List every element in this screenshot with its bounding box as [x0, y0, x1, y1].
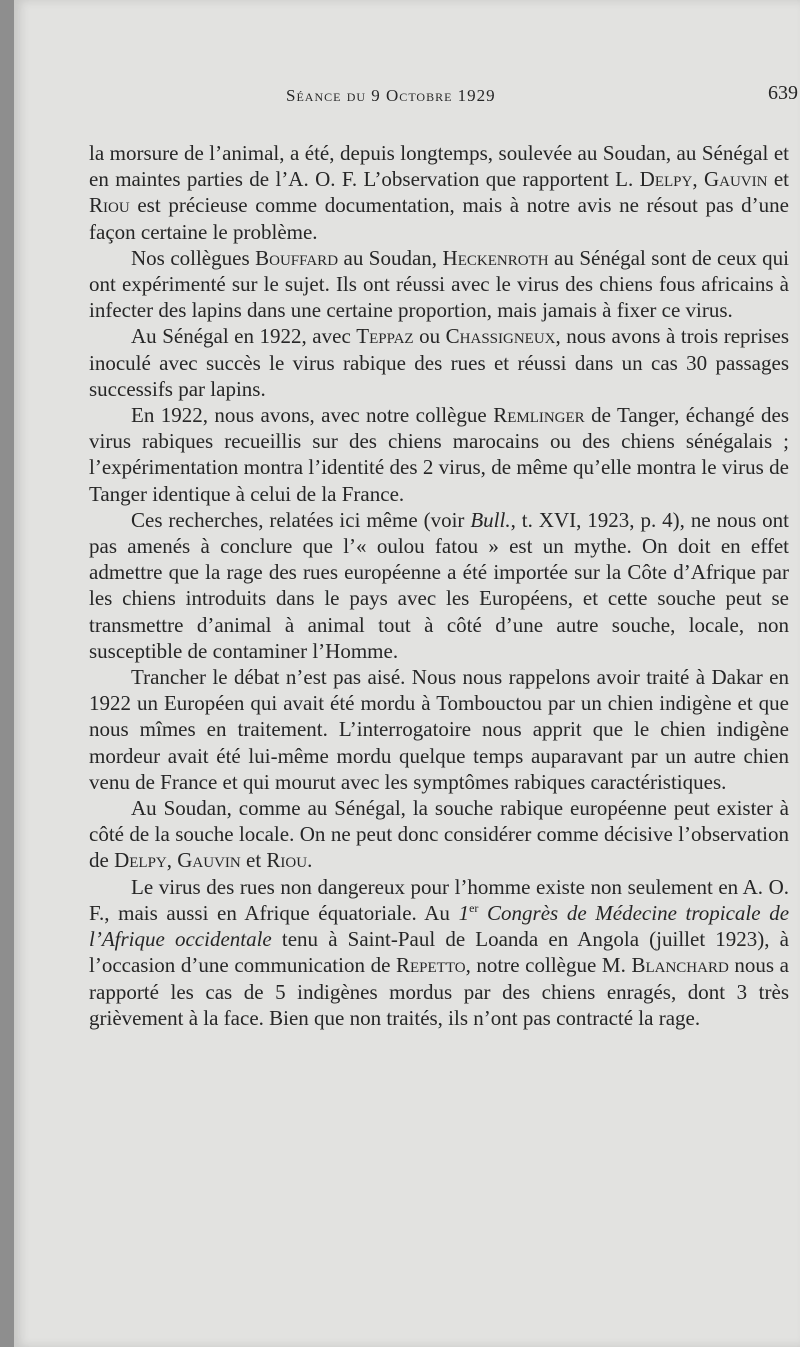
author-name: Blanchard	[631, 953, 729, 978]
text-run: ,	[166, 848, 172, 873]
author-name: Bouffard	[255, 245, 339, 270]
author-name: Remlinger	[493, 403, 585, 428]
paragraph-1	[89, 140, 789, 245]
book-page	[14, 0, 800, 1347]
text-run: la morsure de l’animal, a été, depuis longtemps, soulevée au Soudan, au Sénégal et en maintes parties de l’A. O. F. L’observation que rapportent L.	[89, 141, 789, 192]
paragraph-4	[89, 402, 789, 507]
page-number: 639	[768, 82, 798, 104]
author-name: Delpy	[639, 167, 693, 192]
author-name: Heckenroth	[442, 245, 549, 270]
running-title: Séance du 9 Octobre 1929	[286, 86, 496, 105]
author-name: Delpy	[114, 848, 167, 873]
paragraph-5	[89, 507, 789, 664]
paragraph-6	[89, 664, 789, 795]
paragraph-3	[89, 323, 789, 402]
text-run: au Soudan,	[343, 245, 438, 270]
author-name: Gauvin	[177, 848, 241, 873]
body-text	[89, 140, 789, 1031]
text-run: Au Soudan, comme au Sénégal, la souche rabique européenne peut exister à côté de la souche locale. On ne peut donc considérer comme décisive l’observation de	[89, 796, 789, 873]
ordinal-number: 1	[458, 900, 470, 925]
text-run: En 1922, nous avons, avec notre collègue	[131, 403, 487, 428]
text-run: .	[307, 848, 313, 873]
running-head	[14, 82, 800, 116]
text-run: Nos collègues	[131, 245, 250, 270]
author-name: Teppaz	[356, 324, 414, 349]
text-run: tenu à Saint-Paul de Loanda en Angola (juillet 1923), à l’occasion d’une communication de	[89, 927, 790, 978]
text-run: ou	[419, 324, 441, 349]
text-run: Trancher le débat n’est pas aisé. Nous nous rappelons avoir traité à Dakar en 1922 un Européen qui avait été mordu à Tombouctou par un chien indigène et que nous mîmes en traitement. L’interrogatoire nous apprit que le chien indigène mordeur avait été lui-même mordu quelque temps auparavant par un autre chien venu de France et qui mourut avec les symptômes rabiques caractéristiques.	[89, 665, 789, 794]
text-run: ,	[692, 167, 698, 192]
journal-citation: Bull.	[470, 507, 511, 532]
paragraph-2	[89, 245, 789, 324]
text-run: au Sénégal sont de ceux qui ont expérimenté sur le sujet. Ils ont réussi avec le virus des chiens fous africains à infecter des lapins dans une certaine proportion, mais jamais à fixer ce virus.	[89, 245, 790, 323]
paragraph-7	[89, 795, 789, 874]
author-name: Repetto	[396, 953, 466, 978]
author-name: Gauvin	[703, 167, 768, 192]
congress-title: Congrès de Médecine tropicale de l’Afrique occidentale	[89, 900, 790, 952]
text-run: Le virus des rues non dangereux pour l’homme existe non seulement en A. O. F., mais aussi en Afrique équatoriale. Au	[89, 874, 789, 925]
ordinal-suffix: er	[469, 900, 479, 915]
text-run: , nous avons à trois reprises inoculé avec succès le virus rabique des rues et réussi dans un cas 30 passages successifs par lapins.	[89, 324, 790, 401]
text-run: de Tanger, échangé des virus rabiques recueillis sur des chiens marocains ou des chiens sénégalais ; l’expérimentation montra l’identité des 2 virus, de même qu’elle montra le virus de Tanger identique à celui de la France.	[89, 403, 789, 506]
author-name: Riou	[89, 193, 130, 218]
author-name: Riou	[266, 848, 308, 873]
paragraph-8	[89, 874, 789, 1031]
text-run: nous a rapporté les cas de 5 indigènes mordus par des chiens enragés, dont 3 très grièvement à la face. Bien que non traités, ils n’ont pas contracté la rage.	[89, 953, 790, 1030]
author-name: Chassigneux	[445, 324, 556, 349]
text-run: Au Sénégal en 1922, avec	[131, 324, 351, 349]
text-run: , notre collègue M.	[465, 953, 626, 978]
text-run: et	[773, 167, 790, 192]
text-run: et	[246, 848, 262, 873]
text-run: est précieuse comme documentation, mais à notre avis ne résout pas d’une façon certaine le problème.	[89, 193, 789, 244]
text-run: , t. XVI, 1923, p. 4), ne nous ont pas amenés à conclure que l’« oulou fatou » est un mythe. On doit en effet admettre que la rage des rues européenne a été importée sur la Côte d’Afrique par les chiens introduits dans le pays avec les Européens, et cette souche peut se transmettre d’animal à animal tout à côté d’une autre souche, locale, non susceptible de contaminer l’Homme.	[89, 507, 790, 663]
text-run: Ces recherches, relatées ici même (voir	[131, 507, 465, 532]
